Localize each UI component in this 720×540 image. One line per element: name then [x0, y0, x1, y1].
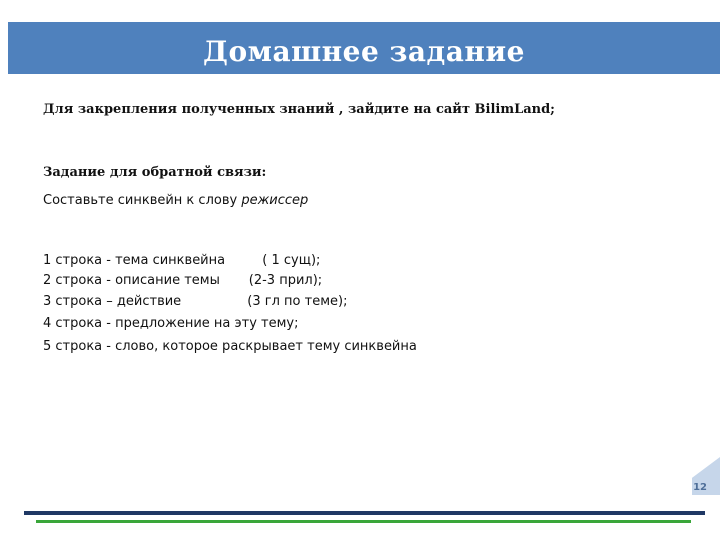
row-1: 1 строка - тема синквейна ( 1 сущ); — [43, 253, 321, 268]
footer-rule-navy — [24, 511, 705, 515]
slide-title: Домашнее задание — [203, 35, 525, 68]
feedback-heading: Задание для обратной связи: — [43, 165, 267, 180]
row-3: 3 строка – действие (3 гл по теме); — [43, 294, 348, 309]
task-text: Составьте синквейн к слову — [43, 193, 242, 208]
intro-text: Для закрепления полученных знаний , зайдите на сайт BilimLand; — [43, 102, 555, 117]
page-number: 12 — [693, 482, 707, 493]
task-word: режиссер — [241, 193, 309, 208]
task-instruction — [43, 193, 308, 208]
footer-rule-green — [36, 520, 691, 523]
row-4: 4 строка - предложение на эту тему; — [43, 316, 299, 331]
row-5: 5 строка - слово, которое раскрывает тему синквейна — [43, 339, 417, 354]
row-2: 2 строка - описание темы (2-3 прил); — [43, 273, 323, 288]
